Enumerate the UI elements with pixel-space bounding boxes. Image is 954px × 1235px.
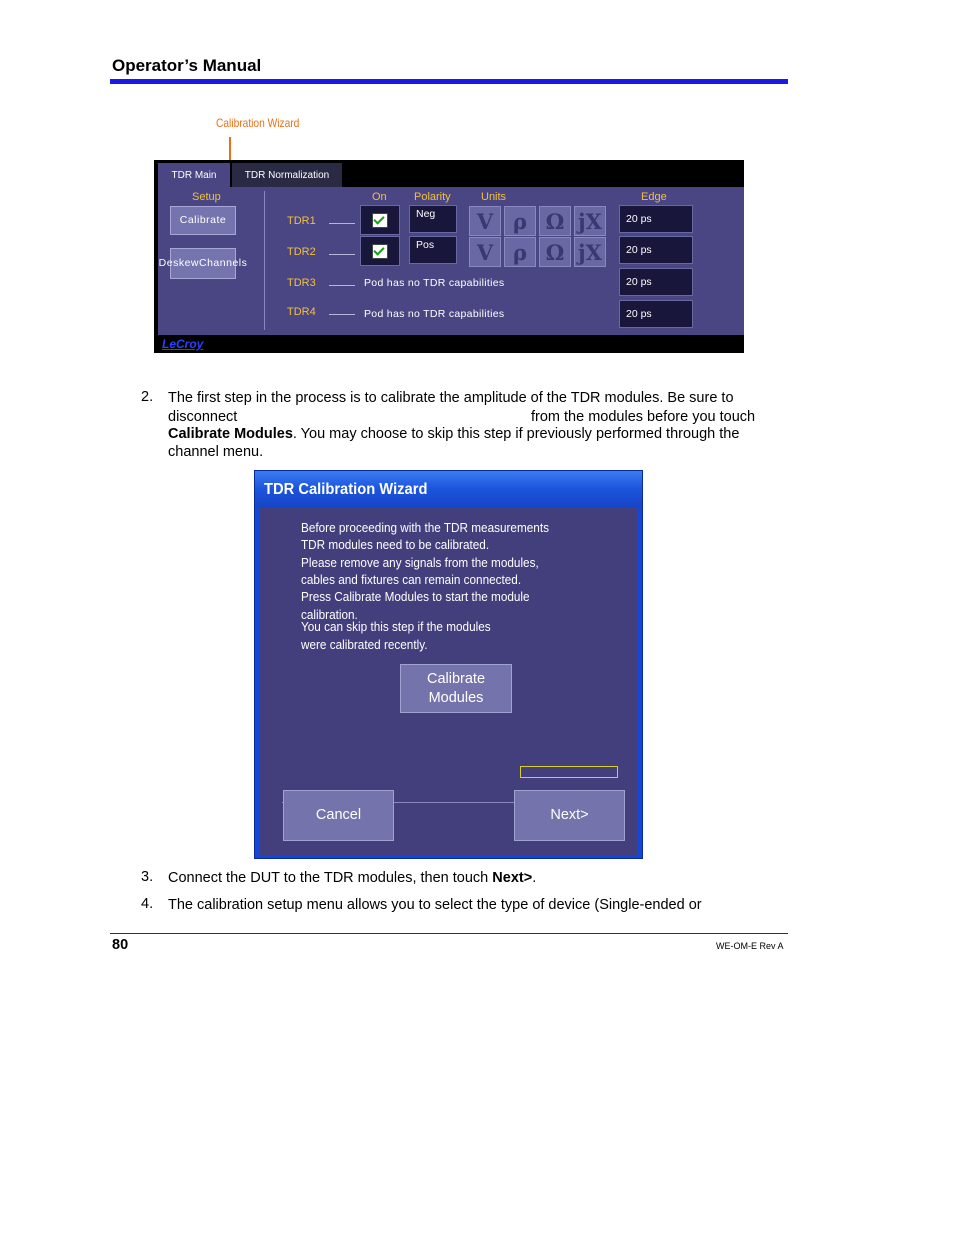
- tdr1-on-checkbox[interactable]: [360, 205, 400, 235]
- deskew-channels-button[interactable]: [158, 248, 248, 279]
- tdr3-no-capability-message: Pod has no TDR capabilities: [364, 277, 505, 289]
- unit-rho-icon[interactable]: ρ: [504, 206, 536, 236]
- checkmark-icon: [372, 213, 388, 228]
- step-2-line3: [168, 425, 739, 443]
- step-4-text: The calibration setup menu allows you to select the type of device (Single-ended or: [168, 897, 702, 913]
- setup-label: Setup: [192, 191, 221, 203]
- unit-reactance-icon[interactable]: jX: [574, 237, 606, 267]
- tdr-main-panel: [154, 160, 744, 353]
- wizard-title: TDR Calibration Wizard: [264, 481, 428, 498]
- step-3-text: [168, 869, 536, 887]
- calibrate-modules-label-line1: Calibrate: [426, 670, 486, 687]
- lecroy-logo: LeCroy: [162, 337, 204, 351]
- tdr2-on-checkbox[interactable]: [360, 236, 400, 266]
- tdr-panel-body: [158, 187, 744, 335]
- footer-rule: [110, 933, 788, 934]
- next-button[interactable]: Next>: [514, 790, 625, 841]
- panel-divider: [264, 191, 265, 330]
- unit-volts-icon[interactable]: V: [469, 206, 501, 236]
- page-header-title: Operator’s Manual: [112, 56, 262, 75]
- tdr3-label: TDR3: [287, 277, 316, 289]
- unit-rho-icon[interactable]: ρ: [504, 237, 536, 267]
- calibration-wizard-callout: Calibration Wizard: [216, 116, 300, 130]
- row-dash: [329, 285, 355, 286]
- header-rule: [110, 79, 788, 84]
- wizard-text-line: You can skip this step if the modules: [301, 620, 491, 634]
- step-2-line2a: disconnect: [168, 409, 238, 425]
- wizard-text-line: calibration.: [301, 608, 358, 622]
- step-3-body: Connect the DUT to the TDR modules, then touch: [168, 870, 493, 886]
- next-emphasis: Next>: [492, 870, 533, 886]
- tdr3-edge[interactable]: 20 ps: [619, 268, 693, 296]
- step-2-line4: channel menu.: [168, 444, 264, 460]
- tdr4-edge[interactable]: 20 ps: [619, 300, 693, 328]
- wizard-text-line: Please remove any signals from the modules,: [301, 556, 539, 570]
- tdr4-no-capability-message: Pod has no TDR capabilities: [364, 308, 505, 320]
- step-2-line1: The first step in the process is to calibrate the amplitude of the TDR modules. Be sure to: [168, 390, 734, 406]
- row-dash: [329, 314, 355, 315]
- calibrate-button[interactable]: Calibrate: [170, 206, 236, 235]
- tdr1-edge[interactable]: 20 ps: [619, 205, 693, 233]
- document-revision: WE-OM-E Rev A: [716, 941, 784, 951]
- tab-tdr-main[interactable]: TDR Main: [158, 163, 230, 187]
- wizard-text-line: TDR modules need to be calibrated.: [301, 538, 490, 552]
- checkmark-icon: [372, 244, 388, 259]
- tdr2-label: TDR2: [287, 246, 316, 258]
- tdr1-polarity[interactable]: Neg: [409, 205, 457, 233]
- calibrate-modules-label-line2: Modules: [428, 689, 484, 706]
- wizard-body: [259, 507, 638, 856]
- cancel-button[interactable]: Cancel: [283, 790, 394, 841]
- deskew-label-line2: Channels: [199, 257, 248, 270]
- row-dash: [329, 223, 355, 224]
- unit-volts-icon[interactable]: V: [469, 237, 501, 267]
- tab-tdr-normalization[interactable]: TDR Normalization: [232, 163, 342, 187]
- page-number: 80: [112, 937, 129, 953]
- wizard-text-line: were calibrated recently.: [301, 638, 428, 652]
- tdr1-label: TDR1: [287, 215, 316, 227]
- tdr2-edge[interactable]: 20 ps: [619, 236, 693, 264]
- step-4-number: 4.: [141, 896, 154, 912]
- column-header-polarity: Polarity: [414, 191, 451, 203]
- column-header-units: Units: [481, 191, 507, 203]
- unit-ohms-icon[interactable]: Ω: [539, 237, 571, 267]
- wizard-text-line: Before proceeding with the TDR measurements: [301, 521, 549, 535]
- step-2-line3-rest: . You may choose to skip this step if previously performed through the: [292, 426, 740, 442]
- wizard-text-line: cables and fixtures can remain connected.: [301, 573, 522, 587]
- calibration-progress-bar: [520, 766, 618, 778]
- unit-ohms-icon[interactable]: Ω: [539, 206, 571, 236]
- step-2-line2b: from the modules before you touch: [531, 409, 756, 425]
- column-header-edge: Edge: [641, 191, 667, 203]
- wizard-title-bar: [255, 471, 642, 507]
- deskew-label-line1: Deskew: [158, 257, 199, 270]
- calibrate-modules-button[interactable]: [400, 664, 512, 713]
- step-3-number: 3.: [141, 869, 154, 885]
- wizard-text-line: Press Calibrate Modules to start the module: [301, 590, 530, 604]
- tdr4-label: TDR4: [287, 306, 316, 318]
- calibrate-modules-emphasis: Calibrate Modules: [168, 426, 293, 442]
- unit-reactance-icon[interactable]: jX: [574, 206, 606, 236]
- tdr-calibration-wizard-dialog: [254, 470, 643, 859]
- step-2-number: 2.: [141, 389, 154, 405]
- column-header-on: On: [372, 191, 387, 203]
- row-dash: [329, 254, 355, 255]
- tdr2-polarity[interactable]: Pos: [409, 236, 457, 264]
- step-3-end: .: [532, 870, 537, 886]
